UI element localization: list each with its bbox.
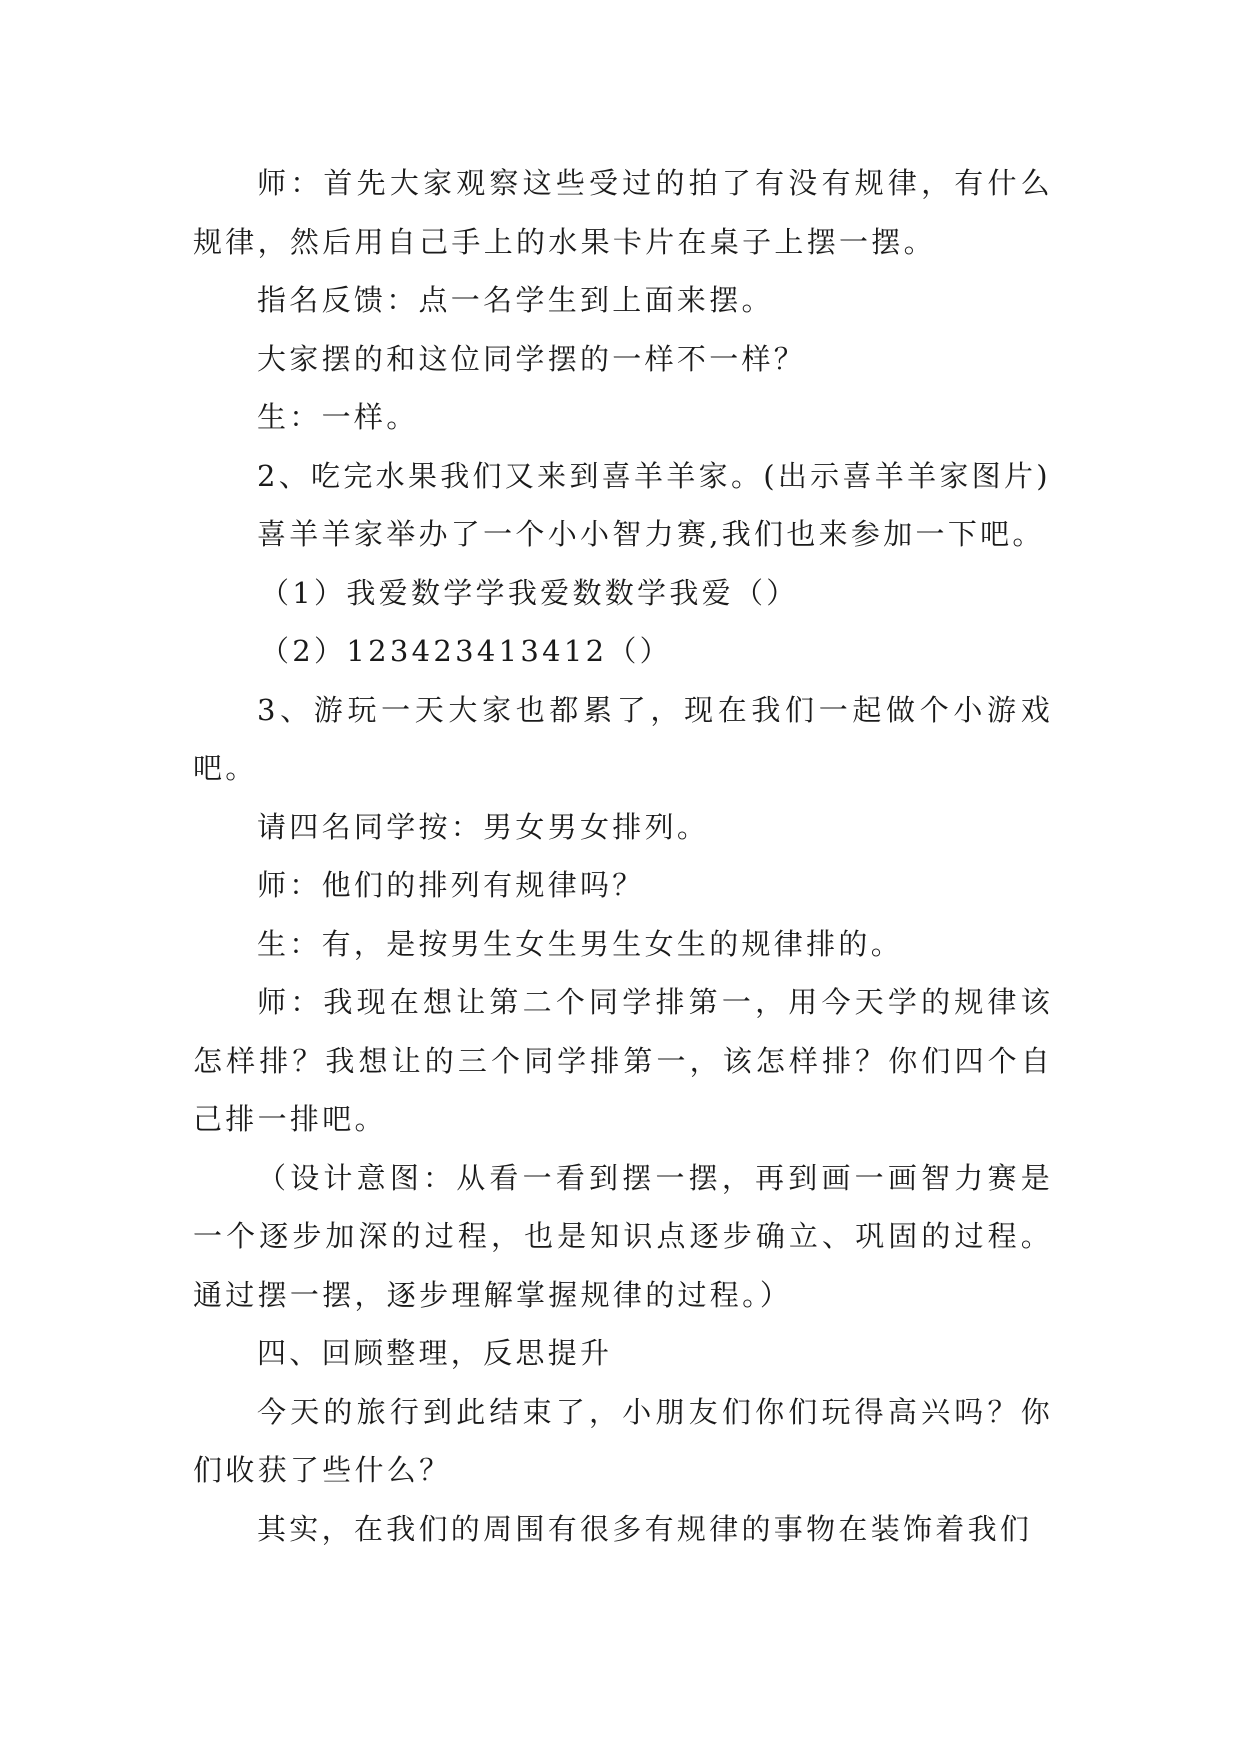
paragraph-design-intent: （设计意图：从看一看到摆一摆，再到画一画智力赛是一个逐步加深的过程，也是知识点逐步确立、巩固的过程。通过摆一摆，逐步理解掌握规律的过程。） <box>193 1160 1053 1312</box>
paragraph-quiz-item-1: （1）我爱数学学我爱数数学我爱（） <box>260 575 799 610</box>
paragraph-question-same: 大家摆的和这位同学摆的一样不一样？ <box>257 341 807 376</box>
paragraph-quiz-item-2: （2）123423413412（） <box>260 634 672 668</box>
paragraph-step-3: 3、游玩一天大家也都累了，现在我们一起做个小游戏吧。 <box>193 692 1053 785</box>
paragraph-step-2: 2、吃完水果我们又来到喜羊羊家。(出示喜羊羊家图片) <box>257 458 1051 493</box>
paragraph-quiz-intro: 喜羊羊家举办了一个小小智力赛,我们也来参加一下吧。 <box>257 517 1045 551</box>
paragraph-student-same: 生：一样。 <box>257 400 419 434</box>
document-body <box>193 154 1053 1558</box>
paragraph-teacher-question: 师：他们的排列有规律吗？ <box>257 868 645 902</box>
paragraph-trip-end: 今天的旅行到此结束了，小朋友们你们玩得高兴吗？你们收获了些什么？ <box>193 1394 1053 1487</box>
paragraph-surroundings: 其实，在我们的周围有很多有规律的事物在装饰着我们 <box>257 1511 1033 1546</box>
paragraph-teacher-observe: 师：首先大家观察这些受过的拍了有没有规律，有什么规律，然后用自己手上的水果卡片在桌子上摆一摆。 <box>193 166 1053 259</box>
paragraph-feedback: 指名反馈：点一名学生到上面来摆。 <box>257 283 774 317</box>
section-heading-review: 四、回顾整理，反思提升 <box>257 1336 613 1370</box>
paragraph-teacher-reorder: 师：我现在想让第二个同学排第一，用今天学的规律该怎样排？我想让的三个同学排第一，该怎样排？你们四个自己排一排吧。 <box>193 985 1053 1136</box>
paragraph-student-answer: 生：有，是按男生女生男生女生的规律排的。 <box>257 926 904 961</box>
paragraph-arrange: 请四名同学按：男女男女排列。 <box>257 809 710 844</box>
